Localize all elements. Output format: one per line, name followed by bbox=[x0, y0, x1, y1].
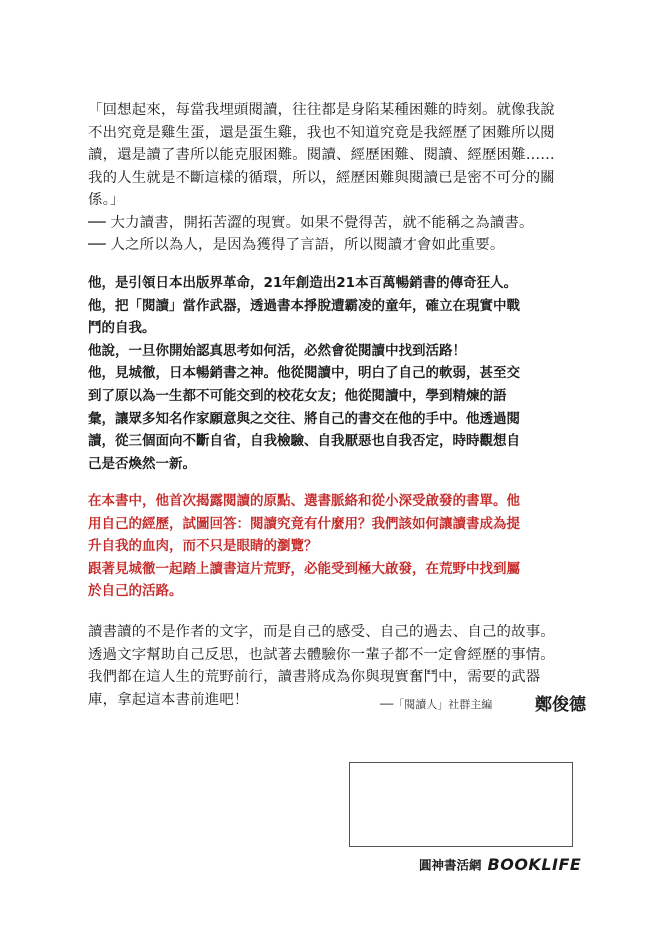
highlight-line: 跟著見城徹一起踏上讀書這片荒野，必能受到極大啟發，在荒野中找到屬 bbox=[88, 560, 520, 577]
recommender-role: ──「閱讀人」社群主編 bbox=[380, 698, 493, 711]
intro-line: 己是否煥然一新。 bbox=[88, 455, 196, 472]
intro-line: 到了原以為一生都不可能交到的校花女友；他從閱讀中，學到精煉的語 bbox=[88, 387, 507, 404]
closing-line: 我們都在這人生的荒野前行，讀書將成為你與現實奮鬥中，需要的武器 bbox=[88, 669, 541, 685]
quote-line: 讀，還是讀了書所以能克服困難。閱讀、經歷困難、閱讀、經歷困難…… bbox=[88, 147, 555, 163]
highlight-block bbox=[88, 490, 588, 603]
closing-line: 讀書讀的不是作者的文字，而是自己的感受、自己的過去、自己的故事。 bbox=[88, 624, 555, 640]
publisher-logo-text: BOOKLIFE bbox=[487, 855, 582, 874]
quote-line: 不出究竟是雞生蛋，還是蛋生雞，我也不知道究竟是我經歷了困難所以閱 bbox=[88, 124, 555, 141]
intro-line: 他說，一旦你開始認真思考如何活，必然會從閱讀中找到活路！ bbox=[88, 342, 466, 359]
intro-line: 彙，讓眾多知名作家願意與之交往、將自己的書交在他的手中。他透過閱 bbox=[88, 410, 520, 427]
author-quote-block bbox=[88, 99, 588, 257]
author-intro-block bbox=[88, 272, 588, 475]
publisher-brand bbox=[419, 854, 581, 878]
barcode-placeholder-box bbox=[349, 762, 573, 847]
publisher-name-chinese: 圓神書活網 bbox=[419, 857, 482, 873]
quote-line: ── 大力讀書，開拓苦澀的現實。如果不覺得苦，就不能稱之為讀書。 bbox=[88, 214, 534, 231]
intro-line: 鬥的自我。 bbox=[88, 320, 156, 337]
quote-line: 係。」 bbox=[88, 192, 125, 208]
closing-line: 透過文字幫助自己反思，也試著去體驗你一輩子都不一定會經歷的事情。 bbox=[88, 646, 555, 663]
highlight-line: 在本書中，他首次揭露閱讀的原點、選書脈絡和從小深受啟發的書單。他 bbox=[88, 493, 520, 509]
highlight-line: 升自我的血肉，而不只是眼睛的瀏覽？ bbox=[88, 538, 318, 555]
closing-line: 庫，拿起這本書前進吧！ bbox=[88, 691, 249, 708]
quote-line: ── 人之所以為人，是因為獲得了言語，所以閱讀才會如此重要。 bbox=[88, 237, 505, 253]
recommender-signature bbox=[380, 690, 586, 715]
intro-line: 讀，從三個面向不斷自省，自我檢驗、自我厭惡也自我否定，時時觀想自 bbox=[88, 433, 520, 450]
quote-line: 我的人生就是不斷這樣的循環，所以，經歷困難與閱讀已是密不可分的關 bbox=[88, 169, 555, 186]
recommender-name: 鄭俊德 bbox=[535, 695, 586, 715]
highlight-line: 用自己的經歷，試圖回答：閱讀究竟有什麼用？我們該如何讓讀書成為提 bbox=[88, 515, 520, 532]
intro-line: 他，把「閱讀」當作武器，透過書本掙脫遭霸凌的童年，確立在現實中戰 bbox=[88, 297, 520, 314]
quote-line: 「回想起來，每當我埋頭閱讀，往往都是身陷某種困難的時刻。就像我說 bbox=[88, 102, 555, 118]
highlight-line: 於自己的活路。 bbox=[88, 583, 183, 600]
intro-line: 他，是引領日本出版界革命，21年創造出21本百萬暢銷書的傳奇狂人。 bbox=[88, 275, 518, 291]
intro-line: 他，見城徹，日本暢銷書之神。他從閱讀中，明白了自己的軟弱，甚至交 bbox=[88, 365, 520, 382]
